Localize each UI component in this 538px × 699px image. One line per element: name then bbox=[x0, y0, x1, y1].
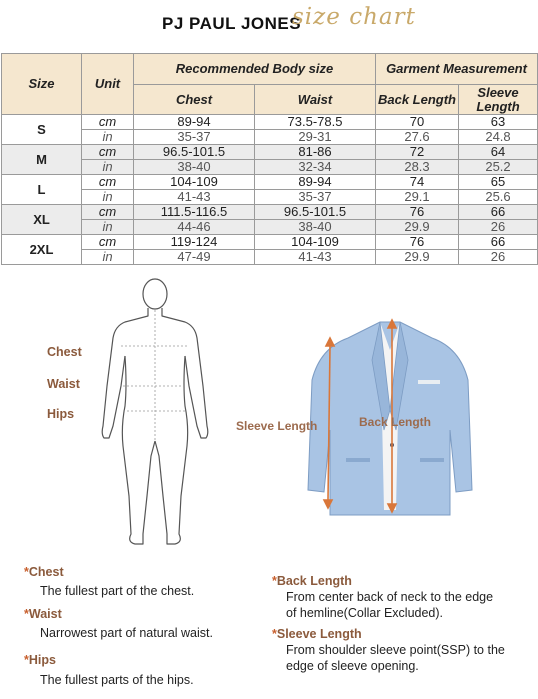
table-row bbox=[2, 130, 538, 145]
table-row bbox=[2, 205, 538, 220]
table-row bbox=[2, 220, 538, 235]
def-back-text-2: of hemline(Collar Excluded). bbox=[286, 606, 444, 620]
waist-cell: 104-109 bbox=[255, 235, 376, 250]
size-cell: 2XL bbox=[2, 235, 82, 265]
sleeve-cell: 26 bbox=[459, 250, 538, 265]
chest-cell: 96.5-101.5 bbox=[134, 145, 255, 160]
size-cell: M bbox=[2, 145, 82, 175]
sub-chest-header: Chest bbox=[134, 85, 255, 115]
sub-sleeve-header: Sleeve Length bbox=[459, 85, 538, 115]
group-body-header: Recommended Body size bbox=[134, 54, 376, 85]
def-waist-text: Narrowest part of natural waist. bbox=[40, 626, 213, 640]
chest-cell: 41-43 bbox=[134, 190, 255, 205]
table-row bbox=[2, 250, 538, 265]
def-sleeve-text-1: From shoulder sleeve point(SSP) to the bbox=[286, 643, 505, 657]
figure-label-hips: Hips bbox=[47, 407, 75, 421]
back-cell: 76 bbox=[376, 205, 459, 220]
waist-cell: 81-86 bbox=[255, 145, 376, 160]
unit-cell: in bbox=[82, 250, 134, 265]
waist-cell: 96.5-101.5 bbox=[255, 205, 376, 220]
back-cell: 27.6 bbox=[376, 130, 459, 145]
chest-cell: 38-40 bbox=[134, 160, 255, 175]
unit-cell: cm bbox=[82, 235, 134, 250]
sleeve-cell: 66 bbox=[459, 235, 538, 250]
jacket-label-sleeve-length: Sleeve Length bbox=[236, 419, 318, 433]
waist-cell: 29-31 bbox=[255, 130, 376, 145]
col-size-header: Size bbox=[2, 54, 82, 115]
chest-cell: 111.5-116.5 bbox=[134, 205, 255, 220]
waist-cell: 89-94 bbox=[255, 175, 376, 190]
table-row bbox=[2, 190, 538, 205]
size-cell: L bbox=[2, 175, 82, 205]
back-cell: 70 bbox=[376, 115, 459, 130]
jacket-label-back-length: Back Length bbox=[359, 415, 432, 429]
back-cell: 29.1 bbox=[376, 190, 459, 205]
unit-cell: in bbox=[82, 220, 134, 235]
back-cell: 29.9 bbox=[376, 220, 459, 235]
unit-cell: cm bbox=[82, 145, 134, 160]
chest-cell: 89-94 bbox=[134, 115, 255, 130]
def-sleeve-text-2: edge of sleeve opening. bbox=[286, 659, 419, 673]
unit-cell: in bbox=[82, 160, 134, 175]
sleeve-cell: 65 bbox=[459, 175, 538, 190]
figure-label-waist: Waist bbox=[47, 377, 80, 391]
figure-label-chest: Chest bbox=[47, 345, 82, 359]
size-cell: XL bbox=[2, 205, 82, 235]
brand-name: PJ PAUL JONES bbox=[162, 14, 302, 33]
header bbox=[0, 0, 538, 52]
unit-cell: in bbox=[82, 190, 134, 205]
waist-cell: 41-43 bbox=[255, 250, 376, 265]
group-garment-header: Garment Measurement bbox=[376, 54, 538, 85]
back-cell: 29.9 bbox=[376, 250, 459, 265]
unit-cell: cm bbox=[82, 115, 134, 130]
chest-cell: 104-109 bbox=[134, 175, 255, 190]
table-row bbox=[2, 235, 538, 250]
table-row bbox=[2, 160, 538, 175]
sleeve-cell: 25.6 bbox=[459, 190, 538, 205]
waist-cell: 35-37 bbox=[255, 190, 376, 205]
chest-cell: 47-49 bbox=[134, 250, 255, 265]
back-cell: 28.3 bbox=[376, 160, 459, 175]
sub-waist-header: Waist bbox=[255, 85, 376, 115]
body-figure-illustration bbox=[95, 276, 215, 554]
def-chest-title: *Chest bbox=[24, 565, 64, 579]
def-waist-title: *Waist bbox=[24, 607, 62, 621]
def-chest-text: The fullest part of the chest. bbox=[40, 584, 195, 598]
sleeve-cell: 26 bbox=[459, 220, 538, 235]
col-unit-header: Unit bbox=[82, 54, 134, 115]
sleeve-cell: 64 bbox=[459, 145, 538, 160]
def-back-text-1: From center back of neck to the edge bbox=[286, 590, 494, 604]
sub-back-header: Back Length bbox=[376, 85, 459, 115]
def-sleeve-title: *Sleeve Length bbox=[272, 627, 362, 641]
waist-cell: 32-34 bbox=[255, 160, 376, 175]
sleeve-cell: 25.2 bbox=[459, 160, 538, 175]
waist-cell: 73.5-78.5 bbox=[255, 115, 376, 130]
brand-script-title: size chart bbox=[292, 4, 416, 30]
table-row bbox=[2, 175, 538, 190]
back-cell: 72 bbox=[376, 145, 459, 160]
back-cell: 74 bbox=[376, 175, 459, 190]
def-hips-text: The fullest parts of the hips. bbox=[40, 673, 194, 687]
chest-cell: 44-46 bbox=[134, 220, 255, 235]
size-cell: S bbox=[2, 115, 82, 145]
sleeve-cell: 66 bbox=[459, 205, 538, 220]
back-cell: 76 bbox=[376, 235, 459, 250]
table-row bbox=[2, 115, 538, 130]
unit-cell: cm bbox=[82, 175, 134, 190]
sleeve-cell: 63 bbox=[459, 115, 538, 130]
sleeve-cell: 24.8 bbox=[459, 130, 538, 145]
unit-cell: in bbox=[82, 130, 134, 145]
unit-cell: cm bbox=[82, 205, 134, 220]
size-table bbox=[1, 53, 538, 265]
chest-cell: 119-124 bbox=[134, 235, 255, 250]
def-back-title: *Back Length bbox=[272, 574, 352, 588]
chest-cell: 35-37 bbox=[134, 130, 255, 145]
table-row bbox=[2, 145, 538, 160]
def-hips-title: *Hips bbox=[24, 653, 56, 667]
waist-cell: 38-40 bbox=[255, 220, 376, 235]
